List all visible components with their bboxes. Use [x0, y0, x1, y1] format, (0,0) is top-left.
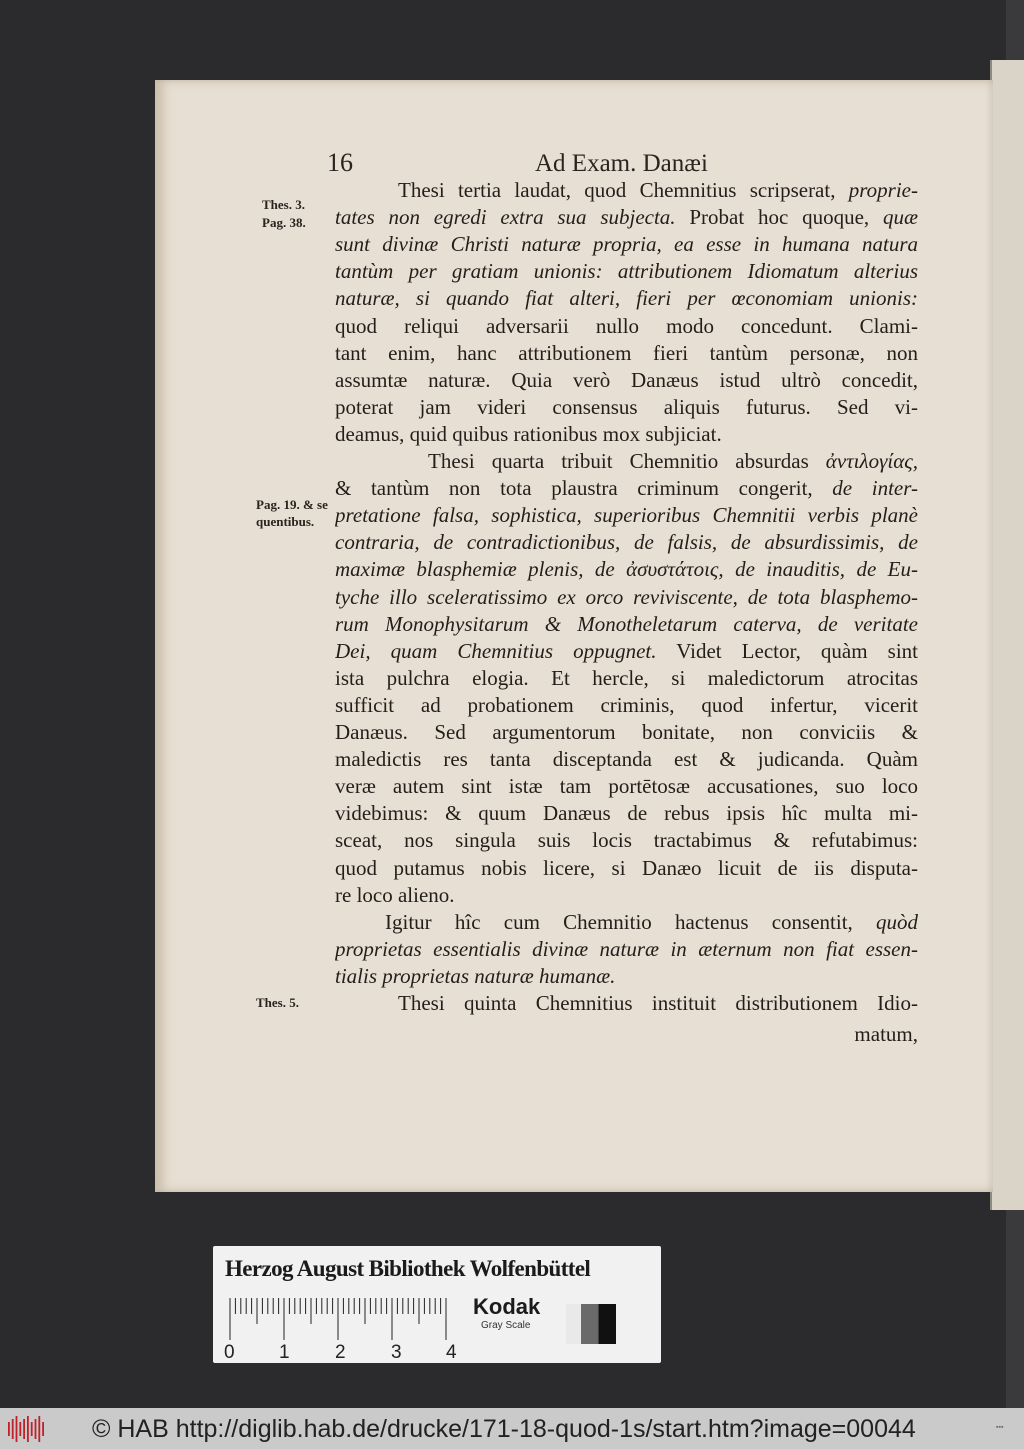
- text-line: [385, 908, 918, 936]
- roman-text: quod reliqui adversarii nullo modo concedunt. Clami-: [335, 313, 918, 338]
- italic-text: proprie-: [848, 178, 918, 202]
- text-line: [335, 501, 918, 529]
- text-line: [335, 583, 918, 611]
- text-line: [335, 339, 918, 367]
- text-line: [335, 799, 918, 827]
- roman-text: quod putamus nobis licere, si Danæo licuit de iis disputa-: [335, 855, 918, 880]
- italic-text: pretatione falsa, sophistica, superioribus Chemnitii verbis planè: [335, 503, 918, 528]
- logo-bar: [16, 1416, 18, 1442]
- logo-bar: [35, 1419, 37, 1439]
- roman-text: Thesi quarta tribuit Chemnitio absurdas: [428, 449, 826, 473]
- text-line: [428, 447, 918, 475]
- text-line: [335, 230, 918, 258]
- library-scale-label: [213, 1246, 661, 1363]
- logo-bar: [27, 1416, 29, 1442]
- roman-text: sceat, nos singula suis locis tractabimus & refutabimus:: [335, 828, 918, 853]
- ruler-number: 1: [279, 1342, 290, 1363]
- text-line: [335, 257, 918, 285]
- margin-note: Pag. 38.: [262, 215, 306, 230]
- text-line: [335, 935, 918, 963]
- text-line: [335, 284, 918, 312]
- roman-text: assumtæ naturæ. Quia verò Danæus istud ultrò concedit,: [335, 367, 918, 392]
- text-line: [335, 718, 918, 746]
- footer-marker: ▪▪▪: [996, 1424, 1004, 1431]
- roman-text: deamus, quid quibus rationibus mox subjiciat.: [335, 421, 722, 446]
- italic-text: naturæ, si quando fiat alteri, fieri per œconomiam unionis:: [335, 286, 918, 311]
- italic-text: tantùm per gratiam unionis: attributionem Idiomatum alterius: [335, 259, 918, 284]
- roman-text: re loco alieno.: [335, 882, 455, 907]
- ruler-number: 0: [224, 1342, 235, 1363]
- margin-note: Thes. 5.: [256, 995, 299, 1010]
- roman-text: Thesi quinta Chemnitius instituit distributionem Idio-: [398, 991, 918, 1015]
- roman-text: matum,: [854, 1022, 918, 1046]
- text-line: [335, 1020, 918, 1048]
- italic-text: tates non egredi extra sua subjecta.: [335, 205, 676, 230]
- text-line: [335, 203, 918, 231]
- text-line: [335, 745, 918, 773]
- text-line: [335, 962, 918, 990]
- roman-text: Videt Lector, quàm sint: [656, 638, 918, 663]
- text-line: [335, 664, 918, 692]
- italic-text: sunt divinæ Christi naturæ propria, ea esse in humana natura: [335, 232, 918, 257]
- library-name: Herzog August Bibliothek Wolfenbüttel: [225, 1256, 591, 1281]
- text-line: [335, 610, 918, 638]
- text-line: [335, 312, 918, 340]
- text-line: [335, 393, 918, 421]
- text-line: [335, 528, 918, 556]
- text-line: [335, 881, 918, 909]
- logo-bar: [23, 1419, 25, 1439]
- logo-bar: [19, 1422, 21, 1436]
- italic-text: rum Monophysitarum & Monotheletarum caterva, de veritate: [335, 611, 918, 636]
- margin-note: Thes. 3.: [262, 197, 305, 212]
- text-line: [335, 854, 918, 882]
- roman-text: veræ autem sint istæ tam portētosæ accusationes, suo loco: [335, 774, 918, 799]
- margin-note: Pag. 19. & se: [256, 497, 328, 512]
- ruler-number: 4: [446, 1342, 457, 1363]
- page-number: 16: [327, 148, 353, 177]
- gray-scale-swatch: [566, 1304, 616, 1344]
- roman-text: & tantùm non tota plaustra criminum congerit,: [335, 476, 833, 501]
- logo-bar: [38, 1416, 40, 1442]
- text-line: [335, 637, 918, 665]
- text-line: [335, 772, 918, 800]
- ruler-scale: [228, 1298, 448, 1340]
- italic-text: tyche illo sceleratissimo ex orco reviviscente, de tota blasphemo-: [335, 584, 918, 609]
- hab-logo-icon: [6, 1414, 46, 1444]
- text-line: [335, 420, 918, 448]
- ruler-number: 3: [391, 1342, 402, 1363]
- text-line: [335, 366, 918, 394]
- logo-bar: [42, 1422, 44, 1436]
- roman-text: Igitur hîc cum Chemnitio hactenus consentit,: [385, 909, 876, 934]
- italic-text: ἀντιλογίας,: [825, 449, 918, 473]
- roman-text: Probat hoc quoque,: [675, 205, 883, 230]
- italic-text: maximæ blasphemiæ plenis, de ἀσυστάτοις, de inauditis, de Eu-: [335, 557, 918, 582]
- footer-bar: [0, 1408, 1024, 1449]
- roman-text: poterat jam videri consensus aliquis futurus. Sed vi-: [335, 394, 918, 419]
- roman-text: ista pulchra elogia. Et hercle, si maledictorum atrocitas: [335, 665, 918, 690]
- roman-text: Thesi tertia laudat, quod Chemnitius scripserat,: [398, 178, 849, 202]
- roman-text: maledictis res tanta disceptanda est & judicanda. Quàm: [335, 747, 918, 772]
- text-line: [335, 555, 918, 583]
- text-line: [335, 691, 918, 719]
- italic-text: de inter-: [832, 476, 918, 501]
- text-line: [335, 474, 918, 502]
- ruler-number: 2: [335, 1342, 346, 1363]
- text-line: [335, 826, 918, 854]
- text-line: [398, 989, 918, 1017]
- logo-bar: [12, 1419, 14, 1439]
- text-line: [398, 176, 918, 204]
- gray-scale-caption: Gray Scale: [481, 1320, 531, 1331]
- roman-text: tant enim, hanc attributionem fieri tantùm personæ, non: [335, 340, 918, 365]
- logo-bar: [8, 1422, 10, 1436]
- roman-text: videbimus: & quum Danæus de rebus ipsis hîc multa mi-: [335, 801, 918, 826]
- logo-bar: [31, 1422, 33, 1436]
- margin-note: quentibus.: [256, 514, 315, 529]
- next-page-edge: [990, 60, 1024, 1210]
- roman-text: sufficit ad probationem criminis, quod infertur, vicerit: [335, 692, 918, 717]
- roman-text: Danæus. Sed argumentorum bonitate, non conviciis &: [335, 720, 918, 744]
- italic-text: quòd: [876, 909, 918, 934]
- italic-text: tialis proprietas naturæ humanæ.: [335, 963, 616, 988]
- italic-text: contraria, de contradictionibus, de falsis, de absurdissimis, de: [335, 530, 918, 555]
- copyright-url[interactable]: © HAB http://diglib.hab.de/drucke/171-18-quod-1s/start.htm?image=00044: [92, 1415, 916, 1443]
- kodak-logo: Kodak: [473, 1294, 541, 1319]
- italic-text: quæ: [882, 205, 918, 230]
- running-head: Ad Exam. Danæi: [535, 150, 708, 177]
- italic-text: proprietas essentialis divinæ naturæ in æternum non fiat essen-: [335, 936, 918, 961]
- italic-text: Dei, quam Chemnitius oppugnet.: [335, 638, 657, 663]
